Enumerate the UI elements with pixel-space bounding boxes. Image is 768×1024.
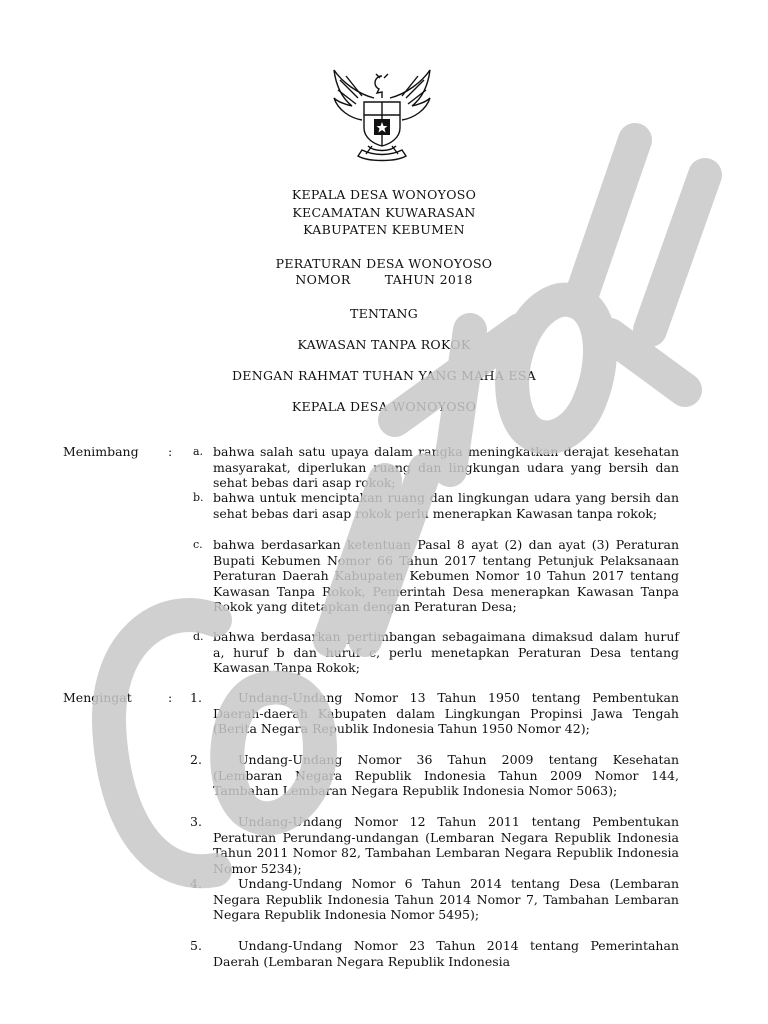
regulation-subject: KAWASAN TANPA ROKOK — [297, 337, 471, 352]
mengingat-item-2: Undang-Undang Nomor 36 Tahun 2009 tentang Kesehatan (Lembaran Negara Republik Indonesia Tahun 2009 Nomor 144, Tambahan Lembaran Negara Republik Indonesia Nomor 5063); — [213, 752, 679, 798]
mengingat-item-5: Undang-Undang Nomor 23 Tahun 2014 tentang Pemerintahan Daerah (Lembaran Negara Republik Indonesia — [213, 938, 679, 969]
tentang-heading: TENTANG — [349, 306, 419, 321]
header-line-2: KECAMATAN KUWARASAN — [292, 205, 476, 220]
mengingat-marker-2: 2. — [190, 752, 202, 767]
garuda-emblem-icon — [328, 68, 436, 168]
mengingat-item-1: Undang-Undang Nomor 13 Tahun 1950 tentang Pembentukan Daerah-daerah Kabupaten dalam Lingkungan Propinsi Jawa Tengah (Berita Negara Republik Indonesia Tahun 1950 Nomor 42); — [213, 690, 679, 736]
menimbang-marker-b: b. — [193, 491, 204, 504]
mengingat-marker-4: 4. — [190, 876, 202, 891]
menimbang-item-b: bahwa untuk menciptakan ruang dan lingkungan udara yang bersih dan sehat bebas dari asap rokok perlu menerapkan Kawasan tanpa rokok; — [213, 490, 679, 521]
official-title: KEPALA DESA WONOYOSO — [291, 399, 477, 414]
mengingat-marker-1: 1. — [190, 690, 202, 705]
invocation-line: DENGAN RAHMAT TUHAN YANG MAHA ESA — [231, 368, 537, 383]
menimbang-marker-c: c. — [193, 538, 203, 551]
menimbang-marker-a: a. — [193, 445, 204, 458]
header-line-1: KEPALA DESA WONOYOSO — [291, 187, 477, 202]
regulation-number: NOMOR TAHUN 2018 — [295, 272, 473, 287]
menimbang-item-c: bahwa berdasarkan ketentuan Pasal 8 ayat (2) dan ayat (3) Peraturan Bupati Kebumen Nomor 66 Tahun 2017 tentang Petunjuk Pelaksanaan Peraturan Daerah Kabupaten Kebumen Nomor 10 Tahun 2017 tentang Kawasan Tanpa Rokok, Pemerintah Desa menerapkan Kawasan Tanpa Rokok yang ditetapkan dengan Peraturan Desa; — [213, 537, 679, 614]
mengingat-item-3: Undang-Undang Nomor 12 Tahun 2011 tentang Pembentukan Peraturan Perundang-undangan (Lembaran Negara Republik Indonesia Tahun 2011 Nomor 82, Tambahan Lembaran Negara Republik Indonesia Nomor 5234); — [213, 814, 679, 876]
menimbang-label: Menimbang — [63, 444, 139, 459]
mengingat-colon: : — [168, 690, 173, 705]
mengingat-marker-3: 3. — [190, 814, 202, 829]
menimbang-colon: : — [168, 444, 173, 459]
menimbang-item-d: bahwa berdasarkan pertimbangan sebagaimana dimaksud dalam huruf a, huruf b dan huruf c, perlu menetapkan Peraturan Desa tentang Kawasan Tanpa Rokok; — [213, 629, 679, 675]
menimbang-marker-d: d. — [193, 630, 204, 643]
mengingat-item-4: Undang-Undang Nomor 6 Tahun 2014 tentang Desa (Lembaran Negara Republik Indonesia Tahun 2014 Nomor 7, Tambahan Lembaran Negara Republik Indonesia Nomor 5495); — [213, 876, 679, 922]
header-line-3: KABUPATEN KEBUMEN — [303, 222, 465, 237]
menimbang-item-a: bahwa salah satu upaya dalam rangka meningkatkan derajat kesehatan masyarakat, diperlukan ruang dan lingkungan udara yang bersih dan sehat bebas dari asap rokok; — [213, 444, 679, 490]
mengingat-marker-5: 5. — [190, 938, 202, 953]
mengingat-label: Mengingat — [63, 690, 132, 705]
regulation-title: PERATURAN DESA WONOYOSO — [275, 256, 493, 271]
